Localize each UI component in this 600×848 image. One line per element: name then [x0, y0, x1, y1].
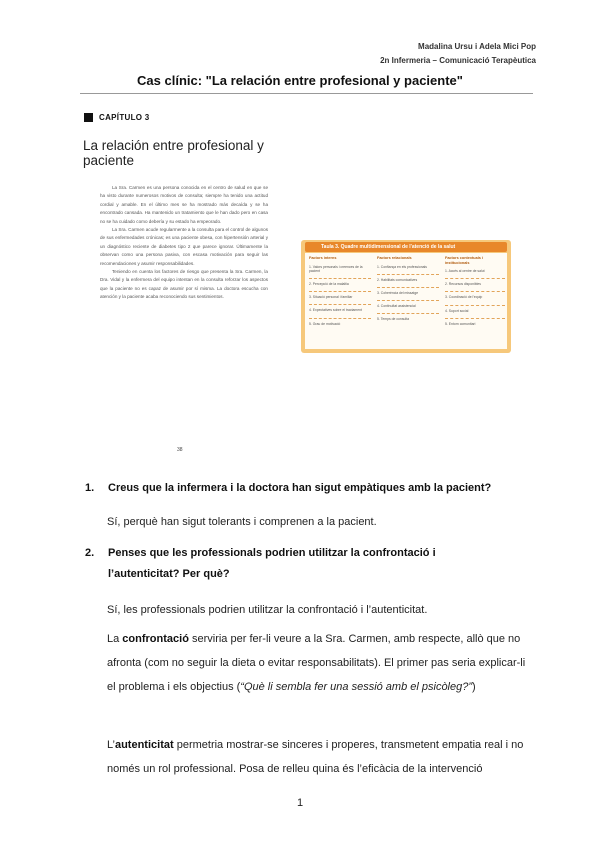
figure-column-3	[445, 256, 505, 326]
figure-cell: 5. Entorn comunitari	[445, 321, 476, 326]
question-text: Penses que les professionals podrien utilitzar la confrontació i l’autenticitat? Per què?	[108, 547, 436, 580]
answer-2-authenticity	[107, 733, 527, 781]
title-divider	[80, 93, 533, 94]
figure-cell: 3. Coordinació de l'equip	[445, 295, 483, 300]
answer-2-confrontation	[107, 627, 527, 699]
figure-cell: 3. Situació personal i familiar	[309, 295, 353, 300]
term-confrontacio: confrontació	[122, 633, 189, 645]
figure-cell: 2. Recursos disponibles	[445, 282, 481, 287]
figure-cell: 4. Continuïtat assistencial	[377, 304, 416, 309]
figure-column-header: Factors contextuals i institucionals	[445, 256, 483, 265]
figure-cell: 1. Valors personals i creences de la pacient	[309, 264, 363, 273]
book-page-number: 38	[177, 447, 183, 453]
text-span: )	[472, 681, 476, 693]
book-paragraph: La Sra. Carmen acude regularmente a la consulta para el control de algunos de sus enfermedades crónicas; es una paciente obesa, con hipertensión arterial y un diagnóstico reciente de diabetes tipo 2 que parece ignorar. Últimamente la observan como una persona pasiva, con escasa motivación para seguir las recomendaciones y asumir responsabilidades.	[100, 227, 268, 266]
book-paragraph: La Sra. Carmen es una persona conocida en el centro de salud en que se ha visto durante numerosos motivos de consulta; siempre ha tenido una actitud cordial y amable. En el último mes se ha mostrado más decaída y se ha encontrado cansada. Ha mantenido un tratamiento que le han dado pero en casa no se ha cuidado como debería y su estado ha empeorado.	[100, 185, 268, 224]
text-span: L’	[107, 739, 115, 751]
page-title: Cas clínic: "La relación entre profesional y paciente"	[137, 73, 463, 88]
quoted-question: “Què li sembla fer una sessió amb el psicòleg?”	[240, 681, 473, 693]
question-number: 1.	[85, 482, 95, 494]
course-line: 2n Infermeria – Comunicació Terapèutica	[380, 56, 536, 65]
book-body-text	[100, 184, 268, 302]
book-heading: La relación entre profesional y paciente	[83, 138, 264, 168]
book-chapter-label: CAPÍTULO 3	[99, 113, 150, 122]
figure-column-2	[377, 256, 439, 322]
question-number: 2.	[85, 547, 95, 559]
figure-cell: 5. Grau de motivació	[309, 321, 341, 326]
question-2	[85, 543, 505, 585]
term-autenticitat: autenticitat	[114, 739, 174, 751]
book-paragraph: Teniendo en cuenta los factores de riesgo que presenta la Sra. Carmen, la Dra. Vidal y la enfermera del equipo intentan en la consulta reforzar los aspectos que la paciente no es capaz de asumir por sí misma. La doctora escucha con atención y la paciente acaba reconociendo sus sentimientos.	[100, 269, 268, 300]
figure-cell: 4. Suport social	[445, 308, 469, 313]
question-1	[85, 478, 505, 499]
figure-cell: 2. Percepció de la malaltia	[309, 281, 349, 286]
figure-column-1	[309, 256, 371, 326]
authors-line: Madalina Ursu i Adela Mici Pop	[418, 42, 536, 51]
figure-cell: 1. Confiança en els professionals	[377, 264, 427, 269]
figure-cell: 4. Expectatives sobre el tractament	[309, 308, 362, 313]
answer-1: Sí, perquè han sigut tolerants i comprenen a la pacient.	[107, 516, 377, 528]
answer-2-intro: Sí, les professionals podrien utilitzar la confrontació i l’autenticitat.	[107, 604, 428, 616]
figure-cell: 5. Temps de consulta	[377, 317, 409, 322]
chapter-marker	[84, 113, 93, 122]
figure-cell: 2. Habilitats comunicatives	[377, 277, 418, 282]
figure-cell: 3. Coherència del missatge	[377, 290, 419, 295]
text-span: La	[107, 633, 123, 645]
figure-cell: 1. Accés al centre de salut	[445, 269, 485, 273]
figure-box-heading: Taula 3. Quadre multidimensional de l'atenció de la salut	[305, 242, 507, 252]
figure-column-header: Factors interns	[309, 256, 337, 260]
text-span: permetria mostrar-se sinceres i properes, transmetent empatia real i no només un rol professional. Posa de relleu quina és l’eficàcia de la intervenció	[107, 739, 524, 775]
figure-column-header: Factors relacionals	[377, 256, 412, 260]
question-text: Creus que la infermera i la doctora han sigut empàtiques amb la pacient?	[108, 482, 492, 494]
page-number: 1	[296, 797, 304, 809]
text-span: serviria per fer-li veure a la Sra. Carmen, amb respecte, allò que no afronta (com no seguir la dieta o evitar responsabilitats). El primer pas seria explicar-li el problema i els objectius (	[107, 633, 526, 693]
